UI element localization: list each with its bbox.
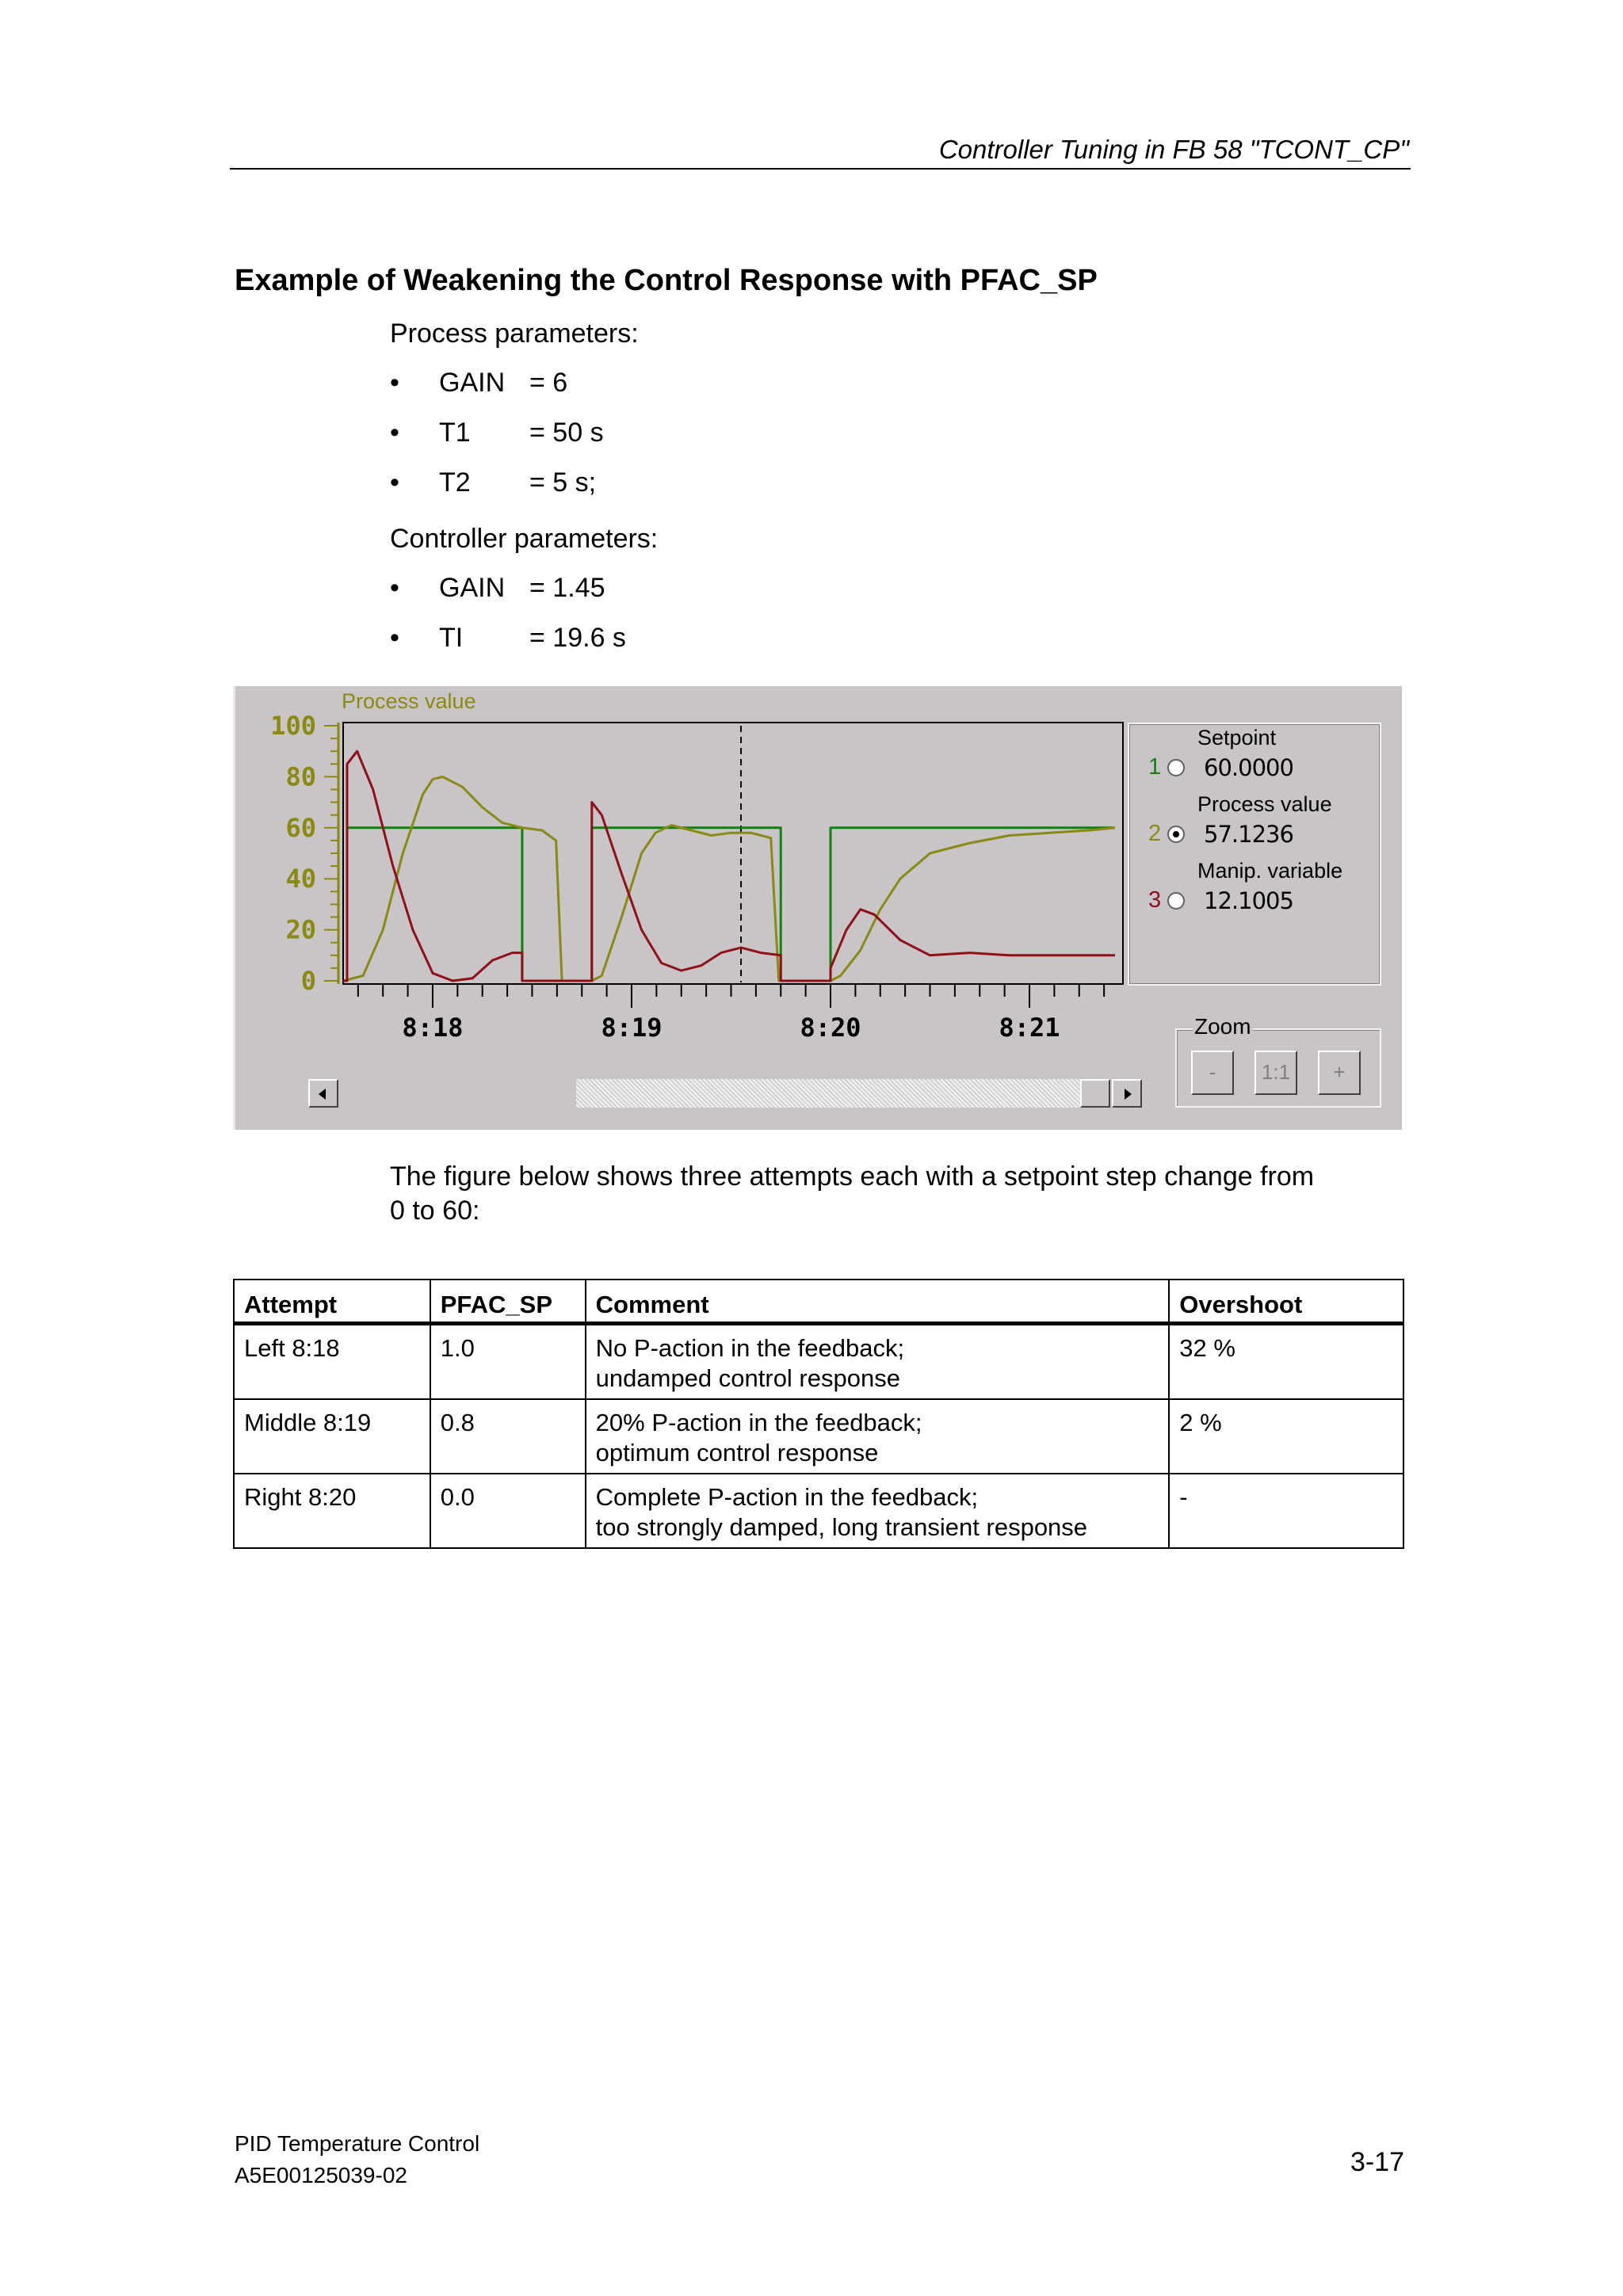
attempts-table xyxy=(233,1279,1404,1549)
table-row xyxy=(234,1399,1403,1474)
param-name: TI xyxy=(439,623,464,653)
param-value: = 1.45 xyxy=(529,573,605,603)
legend-value-manip: 12.1005 xyxy=(1204,887,1293,914)
comment-line: Complete P-action in the feedback; xyxy=(595,1483,979,1511)
param-value: = 19.6 s xyxy=(529,623,626,653)
description-line-2: 0 to 60: xyxy=(390,1196,480,1226)
arrow-left-icon xyxy=(319,1089,326,1100)
param-name: T1 xyxy=(439,418,471,448)
y-tick-label: 40 xyxy=(285,864,316,894)
cell-overshoot: - xyxy=(1169,1474,1403,1548)
bullet: • xyxy=(390,623,399,653)
comment-line: optimum control response xyxy=(595,1439,879,1466)
cell-comment xyxy=(586,1324,1170,1400)
param-value: = 50 s xyxy=(529,418,604,448)
cell-overshoot: 2 % xyxy=(1169,1399,1403,1474)
legend-label-manip: Manip. variable xyxy=(1197,859,1343,883)
scroll-track[interactable] xyxy=(576,1079,1110,1108)
legend-num-process: 2 xyxy=(1148,821,1162,846)
legend-label-process: Process value xyxy=(1197,792,1332,816)
section-title: Example of Weakening the Control Response with PFAC_SP xyxy=(235,264,1098,297)
cell-pfac: 1.0 xyxy=(430,1324,586,1400)
zoom-reset-button[interactable]: 1:1 xyxy=(1254,1051,1297,1095)
process-params-label: Process parameters: xyxy=(390,318,639,349)
legend-radio-process[interactable] xyxy=(1167,826,1185,843)
arrow-right-icon xyxy=(1125,1089,1132,1100)
cell-comment xyxy=(586,1399,1170,1474)
header-pfac: PFAC_SP xyxy=(430,1280,586,1324)
cell-comment xyxy=(586,1474,1170,1548)
footer-doc-info xyxy=(235,2128,479,2191)
legend-radio-setpoint[interactable] xyxy=(1167,759,1185,776)
zoom-in-button[interactable]: + xyxy=(1318,1051,1361,1095)
param-name: T2 xyxy=(439,467,471,498)
y-tick-label: 80 xyxy=(285,761,316,792)
x-tick-label: 8:21 xyxy=(999,1013,1060,1043)
legend-value-setpoint: 60.0000 xyxy=(1204,754,1293,781)
x-axis xyxy=(343,984,1123,1043)
zoom-label: Zoom xyxy=(1194,1014,1251,1039)
y-axis xyxy=(270,711,338,996)
table-row xyxy=(234,1474,1403,1548)
bullet: • xyxy=(390,368,399,398)
curve-recorder-panel xyxy=(233,686,1402,1130)
scroll-left-button[interactable] xyxy=(308,1079,338,1108)
y-tick-label: 0 xyxy=(300,966,316,996)
description-line-1: The figure below shows three attempts each with a setpoint step change from xyxy=(390,1161,1315,1192)
cell-attempt: Middle 8:19 xyxy=(234,1399,430,1474)
bullet: • xyxy=(390,467,399,498)
running-header: Controller Tuning in FB 58 "TCONT_CP" xyxy=(938,135,1409,164)
header-attempt: Attempt xyxy=(234,1280,430,1324)
param-value: = 6 xyxy=(529,368,568,398)
footer-doc-title: PID Temperature Control xyxy=(235,2131,480,2156)
chart-title: Process value xyxy=(342,689,476,713)
comment-line: 20% P-action in the feedback; xyxy=(595,1409,922,1436)
header-rule xyxy=(230,168,1411,170)
footer-doc-number: A5E00125039-02 xyxy=(235,2163,407,2187)
comment-line: undamped control response xyxy=(595,1364,900,1392)
cell-pfac: 0.0 xyxy=(430,1474,586,1548)
x-tick-label: 8:19 xyxy=(601,1013,663,1043)
legend-num-manip: 3 xyxy=(1148,887,1162,913)
legend-radio-manip[interactable] xyxy=(1167,892,1185,910)
plot-frame xyxy=(343,723,1123,984)
cell-overshoot: 32 % xyxy=(1169,1324,1403,1400)
x-tick-label: 8:20 xyxy=(800,1013,861,1043)
cell-attempt: Right 8:20 xyxy=(234,1474,430,1548)
legend-value-process: 57.1236 xyxy=(1204,821,1293,848)
comment-line: No P-action in the feedback; xyxy=(595,1334,905,1362)
param-name: GAIN xyxy=(439,368,506,398)
comment-line: too strongly damped, long transient response xyxy=(595,1513,1088,1541)
zoom-out-button[interactable]: - xyxy=(1191,1051,1234,1095)
y-tick-label: 60 xyxy=(285,812,316,843)
scroll-right-button[interactable] xyxy=(1112,1079,1142,1108)
header-comment: Comment xyxy=(586,1280,1170,1324)
param-name: GAIN xyxy=(439,573,506,603)
bullet: • xyxy=(390,418,399,448)
cell-pfac: 0.8 xyxy=(430,1399,586,1474)
y-tick-label: 100 xyxy=(270,711,316,741)
table-row xyxy=(234,1324,1403,1400)
legend-label-setpoint: Setpoint xyxy=(1197,726,1277,749)
legend-num-setpoint: 1 xyxy=(1148,754,1162,780)
scroll-thumb[interactable] xyxy=(1080,1079,1110,1108)
x-tick-label: 8:18 xyxy=(402,1013,464,1043)
page-number: 3-17 xyxy=(1350,2147,1404,2177)
controller-params-label: Controller parameters: xyxy=(390,524,659,554)
param-value: = 5 s; xyxy=(529,467,597,498)
y-tick-label: 20 xyxy=(285,914,316,945)
bullet: • xyxy=(390,573,399,603)
cell-attempt: Left 8:18 xyxy=(234,1324,430,1400)
table-header-row xyxy=(234,1280,1403,1324)
header-overshoot: Overshoot xyxy=(1169,1280,1403,1324)
